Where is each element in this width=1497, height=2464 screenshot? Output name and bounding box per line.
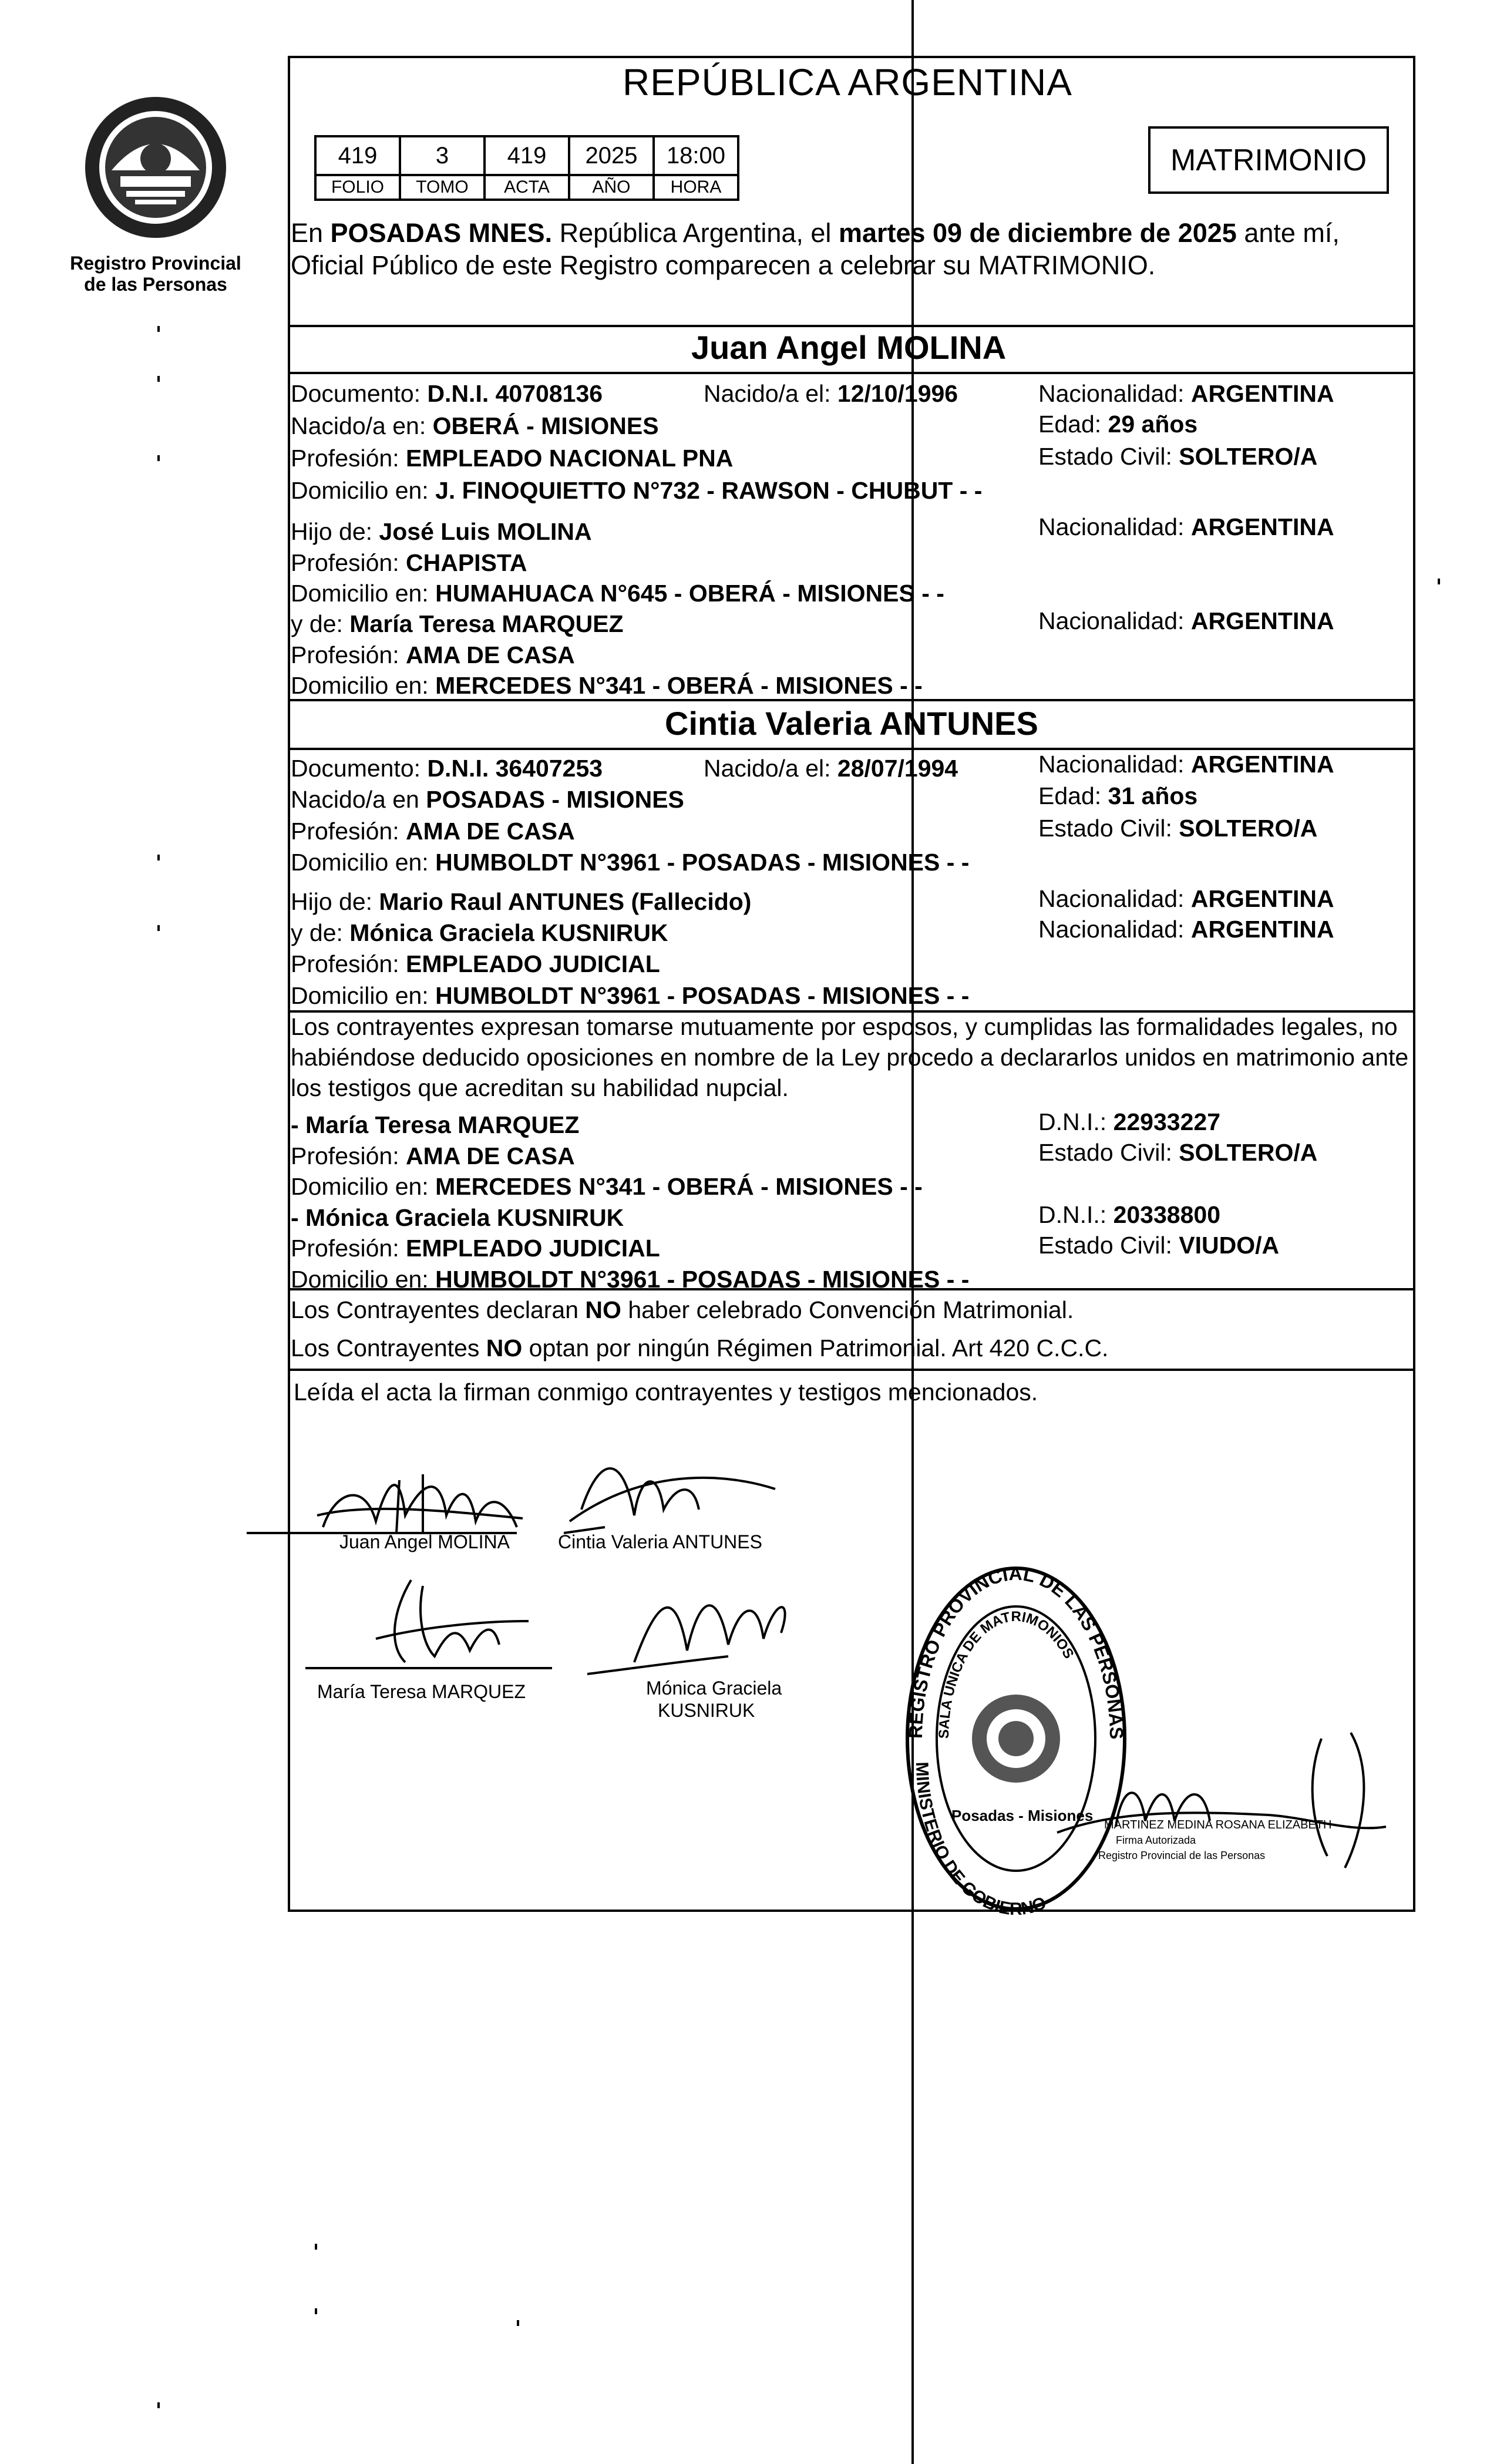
- witness2-signature-label-line1: Mónica Graciela: [646, 1678, 782, 1699]
- witness2-address: Domicilio en: HUMBOLDT N°3961 - POSADAS - MISIONES - -: [291, 1266, 970, 1293]
- official-name: MARTINEZ MEDINA ROSANA ELIZABETH: [1104, 1818, 1332, 1831]
- bride-birthdate: Nacido/a el: 28/07/1994: [704, 755, 958, 782]
- bride-mother: y de: Mónica Graciela KUSNIRUK: [291, 919, 668, 946]
- scan-speck: [315, 2308, 317, 2314]
- groom-document: Documento: D.N.I. 40708136: [291, 380, 603, 407]
- scan-speck: [157, 376, 160, 382]
- acta-label: ACTA: [485, 175, 569, 200]
- folio-value: 419: [315, 136, 400, 175]
- divider-bride-top: [288, 699, 1415, 701]
- scan-speck: [157, 2402, 160, 2408]
- bride-mother-nationality: Nacionalidad: ARGENTINA: [1038, 916, 1334, 943]
- bride-signature-label: Cintia Valeria ANTUNES: [558, 1531, 762, 1552]
- hour-value: 18:00: [654, 136, 738, 175]
- groom-mother: y de: María Teresa MARQUEZ: [291, 610, 624, 637]
- bride-profession: Profesión: AMA DE CASA: [291, 818, 575, 845]
- groom-profession: Profesión: EMPLEADO NACIONAL PNA: [291, 445, 734, 472]
- groom-mother-nationality: Nacionalidad: ARGENTINA: [1038, 607, 1334, 634]
- tomo-value: 3: [400, 136, 485, 175]
- witness2-civil-status: Estado Civil: VIUDO/A: [1038, 1232, 1280, 1259]
- groom-mother-profession: Profesión: AMA DE CASA: [291, 641, 575, 668]
- divider-groom: [288, 372, 1415, 374]
- closing-statement: Leída el acta la firman conmigo contrayentes y testigos mencionados.: [294, 1379, 1038, 1406]
- scan-speck: [157, 326, 160, 332]
- tomo-label: TOMO: [400, 175, 485, 200]
- bride-father-nationality: Nacionalidad: ARGENTINA: [1038, 885, 1334, 912]
- groom-nationality: Nacionalidad: ARGENTINA: [1038, 380, 1334, 407]
- witness2-signature-label-line2: KUSNIRUK: [658, 1700, 755, 1721]
- bride-address: Domicilio en: HUMBOLDT N°3961 - POSADAS - MISIONES - -: [291, 849, 970, 876]
- divider-closing: [288, 1369, 1415, 1371]
- scan-speck: [157, 455, 160, 461]
- folio-label: FOLIO: [315, 175, 400, 200]
- registry-name-line1: Registro Provincial: [70, 253, 241, 274]
- divider-top: [288, 325, 1415, 327]
- hour-label: HORA: [654, 175, 738, 200]
- declaration-line1: Los contrayentes expresan tomarse mutuamente por esposos, y cumplidas las formalidades legales, no: [291, 1013, 1398, 1040]
- bride-document: Documento: D.N.I. 36407253: [291, 755, 603, 782]
- groom-mother-address: Domicilio en: MERCEDES N°341 - OBERÁ - MISIONES - -: [291, 672, 923, 699]
- act-type-box: MATRIMONIO: [1148, 126, 1389, 194]
- witness2-dni: D.N.I.: 20338800: [1038, 1201, 1220, 1228]
- witness1-signature-icon: [305, 1562, 564, 1680]
- stamp-bottom-text: MINISTERIO DE GOBIERNO: [911, 1762, 1049, 1915]
- official-office: Registro Provincial de las Personas: [1098, 1850, 1266, 1861]
- scan-speck: [517, 2320, 519, 2326]
- bride-mother-address: Domicilio en: HUMBOLDT N°3961 - POSADAS - MISIONES - -: [291, 982, 970, 1009]
- groom-father: Hijo de: José Luis MOLINA: [291, 518, 592, 545]
- stamp-outer-text: REGISTRO PROVINCIAL DE LAS PERSONAS: [904, 1562, 1128, 1740]
- svg-text:MINISTERIO DE GOBIERNO: [912, 1762, 1049, 1915]
- scan-speck: [315, 2244, 317, 2250]
- scan-speck: [157, 855, 160, 860]
- declaration-line2: habiéndose deducido oposiciones en nombre de la Ley procedo a declararlos unidos en matrimonio ante: [291, 1044, 1409, 1071]
- divider-convention: [288, 1288, 1415, 1290]
- bride-civil-status: Estado Civil: SOLTERO/A: [1038, 815, 1318, 842]
- declaration-line3: los testigos que acreditan su habilidad nupcial.: [291, 1074, 789, 1101]
- convention-line2: Los Contrayentes NO optan por ningún Régimen Patrimonial. Art 420 C.C.C.: [291, 1334, 1109, 1362]
- scan-speck: [1438, 579, 1440, 584]
- groom-birthdate: Nacido/a el: 12/10/1996: [704, 380, 958, 407]
- document-title: REPÚBLICA ARGENTINA: [623, 61, 1072, 103]
- witness1-name: - María Teresa MARQUEZ: [291, 1111, 580, 1138]
- bride-birthplace: Nacido/a en POSADAS - MISIONES: [291, 786, 684, 813]
- acta-value: 419: [485, 136, 569, 175]
- scan-speck: [157, 925, 160, 931]
- official-role: Firma Autorizada: [1116, 1834, 1196, 1846]
- stamp-inner-text: SALA ÚNICA DE MATRIMONIOS: [936, 1609, 1077, 1739]
- year-label: AÑO: [569, 175, 654, 200]
- groom-age: Edad: 29 años: [1038, 411, 1198, 438]
- groom-civil-status: Estado Civil: SOLTERO/A: [1038, 443, 1318, 470]
- groom-address: Domicilio en: J. FINOQUIETTO N°732 - RAWSON - CHUBUT - -: [291, 477, 983, 504]
- registry-logo: [70, 82, 241, 295]
- intro-line1: En POSADAS MNES. República Argentina, el martes 09 de diciembre de 2025 ante mí,: [291, 218, 1340, 248]
- witness2-signature-icon: [587, 1562, 810, 1680]
- witness2-name: - Mónica Graciela KUSNIRUK: [291, 1204, 624, 1231]
- groom-father-nationality: Nacionalidad: ARGENTINA: [1038, 513, 1334, 540]
- bride-father: Hijo de: Mario Raul ANTUNES (Fallecido): [291, 888, 752, 915]
- groom-name: Juan Angel MOLINA: [691, 329, 1007, 366]
- witness1-signature-label: María Teresa MARQUEZ: [317, 1681, 526, 1702]
- groom-father-profession: Profesión: CHAPISTA: [291, 549, 527, 576]
- bride-nationality: Nacionalidad: ARGENTINA: [1038, 751, 1334, 778]
- intro-line2: Oficial Público de este Registro comparecen a celebrar su MATRIMONIO.: [291, 250, 1156, 280]
- bride-name: Cintia Valeria ANTUNES: [665, 705, 1038, 742]
- bride-mother-profession: Profesión: EMPLEADO JUDICIAL: [291, 950, 660, 977]
- witness1-civil-status: Estado Civil: SOLTERO/A: [1038, 1139, 1318, 1166]
- groom-birthplace: Nacido/a en: OBERÁ - MISIONES: [291, 412, 659, 439]
- record-table: [314, 135, 739, 201]
- convention-line1: Los Contrayentes declaran NO haber celebrado Convención Matrimonial.: [291, 1296, 1074, 1323]
- witness1-address: Domicilio en: MERCEDES N°341 - OBERÁ - MISIONES - -: [291, 1173, 923, 1200]
- fold-line: [911, 0, 914, 2464]
- groom-signature-label: Juan Angel MOLINA: [339, 1531, 510, 1552]
- groom-father-address: Domicilio en: HUMAHUACA N°645 - OBERÁ - MISIONES - -: [291, 580, 944, 607]
- stamp-city: Posadas - Misiones: [951, 1807, 1094, 1824]
- witness1-dni: D.N.I.: 22933227: [1038, 1108, 1220, 1135]
- provincial-seal-icon: [70, 82, 241, 253]
- witness1-profession: Profesión: AMA DE CASA: [291, 1142, 575, 1169]
- bride-age: Edad: 31 años: [1038, 782, 1198, 809]
- year-value: 2025: [569, 136, 654, 175]
- witness2-profession: Profesión: EMPLEADO JUDICIAL: [291, 1235, 660, 1262]
- registry-name-line2: de las Personas: [84, 274, 227, 295]
- official-signature-icon: [1045, 1715, 1398, 1903]
